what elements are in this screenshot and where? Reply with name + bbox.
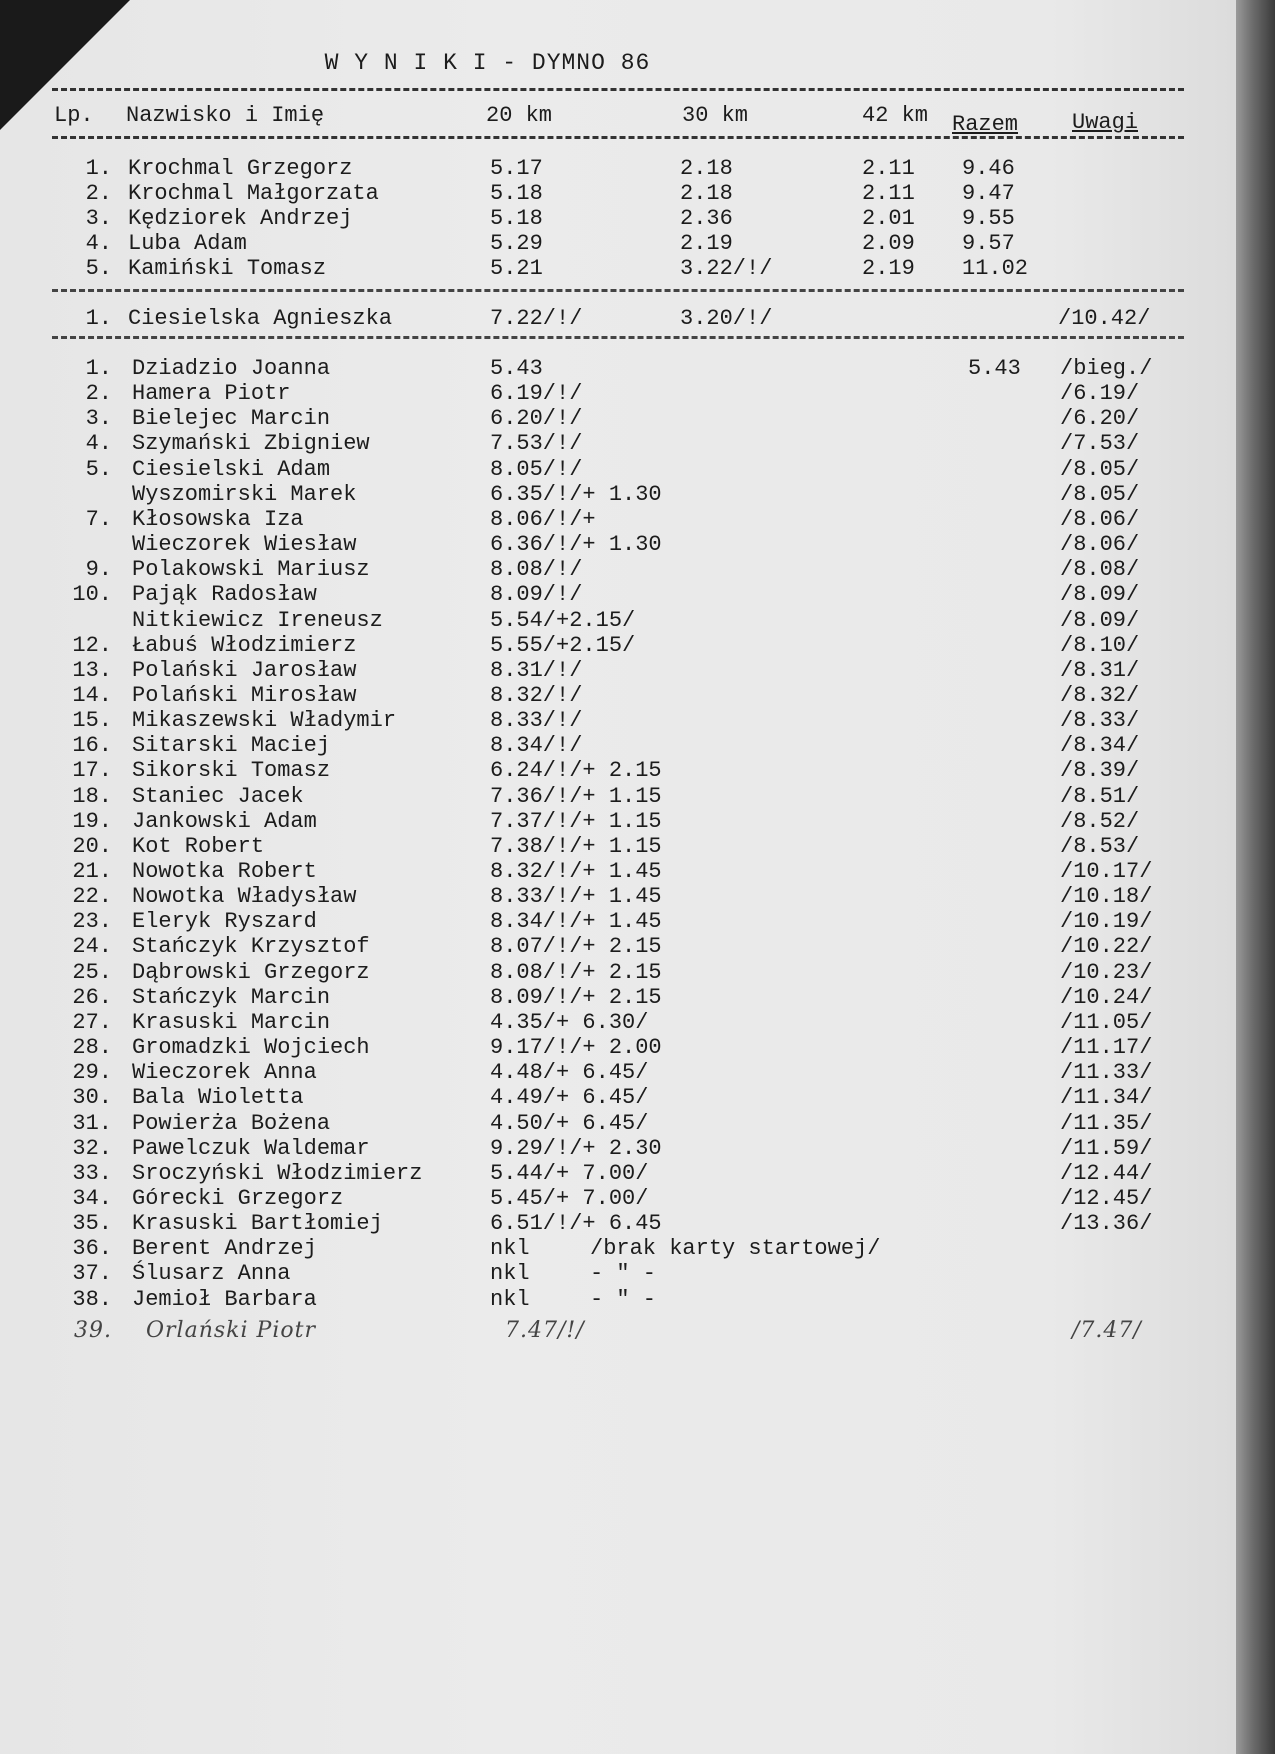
- row-lp: 20.: [72, 833, 112, 859]
- row-30km: 2.36: [680, 206, 733, 231]
- row-name: Ciesielski Adam: [132, 456, 331, 482]
- row-notes: /11.05/: [1060, 1009, 1153, 1035]
- row-lp: 34.: [72, 1185, 112, 1211]
- row-20km: 8.33/!/: [490, 708, 583, 734]
- row-20km: 5.43: [490, 356, 543, 381]
- row-name: Sikorski Tomasz: [132, 758, 331, 784]
- row-notes: /8.34/: [1060, 733, 1140, 759]
- row-name: Górecki Grzegorz: [132, 1185, 344, 1211]
- row-42km: 2.09: [862, 231, 915, 256]
- header-total: Razem: [952, 112, 1019, 137]
- header-30km: 30 km: [682, 103, 749, 128]
- row-name: Nowotka Władysław: [132, 884, 357, 910]
- row-name: Krasuski Bartłomiej: [132, 1211, 383, 1237]
- row-notes: /8.09/: [1060, 607, 1140, 633]
- row-notes: /11.17/: [1060, 1035, 1153, 1061]
- row-lp: 31.: [72, 1110, 112, 1136]
- row-lp: 26.: [72, 984, 112, 1010]
- row-notes: /6.19/: [1060, 381, 1140, 407]
- row-notes: /13.36/: [1060, 1211, 1153, 1237]
- row-notes: /11.34/: [1060, 1085, 1153, 1111]
- row-name: Orlański Piotr: [146, 1318, 316, 1343]
- row-20km: 8.08/!/+ 2.15: [490, 959, 662, 985]
- row-lp: 3.: [85, 206, 112, 231]
- row-20km: 5.18: [490, 206, 543, 231]
- row-lp: 4.: [85, 231, 112, 256]
- header-notes: Uwagi: [1072, 110, 1139, 135]
- row-total: 5.43: [968, 356, 1021, 381]
- row-notes: /7.53/: [1060, 431, 1140, 457]
- page-title: W Y N I K I - DYMNO 86: [324, 50, 651, 76]
- row-20km: 6.19/!/: [490, 381, 583, 407]
- row-lp: 9.: [85, 557, 112, 583]
- header-rule-top: [52, 88, 1184, 91]
- row-name: Nitkiewicz Ireneusz: [132, 607, 383, 633]
- row-name: Sitarski Maciej: [132, 733, 331, 759]
- row-name: Eleryk Ryszard: [132, 909, 317, 935]
- row-notes: /8.32/: [1060, 682, 1140, 708]
- row-name: Jemioł Barbara: [132, 1286, 317, 1312]
- row-20km: 8.06/!/+: [490, 506, 596, 532]
- row-20km: 6.24/!/+ 2.15: [490, 758, 662, 784]
- row-20km: 8.09/!/: [490, 582, 583, 608]
- row-20km: 8.34/!/: [490, 733, 583, 759]
- row-name: Jankowski Adam: [132, 808, 317, 834]
- row-lp: 39.: [74, 1318, 112, 1343]
- row-30km: 3.20/!/: [680, 306, 773, 331]
- row-notes: /8.06/: [1060, 506, 1140, 532]
- row-30km: 2.19: [680, 231, 733, 256]
- row-name: Krasuski Marcin: [132, 1009, 331, 1035]
- row-name: Polakowski Mariusz: [132, 557, 370, 583]
- row-42km: 2.01: [862, 206, 915, 231]
- row-lp: 36.: [72, 1236, 112, 1262]
- row-20km: 4.49/+ 6.45/: [490, 1085, 649, 1111]
- row-name: Sroczyński Włodzimierz: [132, 1160, 423, 1186]
- header-rule-bottom: [52, 136, 1184, 139]
- row-lp: 4.: [85, 431, 112, 457]
- row-name: Krochmal Grzegorz: [128, 156, 353, 181]
- row-lp: 13.: [72, 657, 112, 683]
- row-20km: 8.32/!/: [490, 682, 583, 708]
- row-name: Polański Jarosław: [132, 657, 357, 683]
- row-20km: 6.36/!/+ 1.30: [490, 532, 662, 558]
- row-20km: 8.07/!/+ 2.15: [490, 934, 662, 960]
- row-name: Kłosowska Iza: [132, 506, 304, 532]
- row-20km: 5.45/+ 7.00/: [490, 1185, 649, 1211]
- row-lp: 12.: [72, 632, 112, 658]
- header-name: Nazwisko i Imię: [126, 103, 325, 128]
- row-name: Gromadzki Wojciech: [132, 1035, 370, 1061]
- row-20km: nkl: [490, 1261, 530, 1287]
- row-20km: 6.51/!/+ 6.45: [490, 1211, 662, 1237]
- row-notes: /10.42/: [1058, 306, 1151, 331]
- row-20km: 5.21: [490, 256, 543, 281]
- row-name: Łabuś Włodzimierz: [132, 632, 357, 658]
- row-20km: 7.53/!/: [490, 431, 583, 457]
- row-20km: 7.37/!/+ 1.15: [490, 808, 662, 834]
- row-notes: /8.06/: [1060, 532, 1140, 558]
- header-42km: 42 km: [862, 103, 929, 128]
- row-42km: 2.11: [862, 181, 915, 206]
- row-notes: /11.35/: [1060, 1110, 1153, 1136]
- row-lp: 22.: [72, 884, 112, 910]
- row-name: Bala Wioletta: [132, 1085, 304, 1111]
- row-lp: 14.: [72, 682, 112, 708]
- row-total: 9.57: [962, 231, 1015, 256]
- row-notes: /6.20/: [1060, 406, 1140, 432]
- row-lp: 37.: [72, 1261, 112, 1287]
- row-name: Pająk Radosław: [132, 582, 317, 608]
- header-lp: Lp.: [54, 103, 94, 128]
- row-lp: 3.: [85, 406, 112, 432]
- row-20km: 7.22/!/: [490, 306, 583, 331]
- row-lp: 2.: [85, 381, 112, 407]
- row-20km: 4.50/+ 6.45/: [490, 1110, 649, 1136]
- row-name: Dziadzio Joanna: [132, 356, 331, 381]
- row-name: Krochmal Małgorzata: [128, 181, 379, 206]
- row-notes: /11.33/: [1060, 1060, 1153, 1086]
- row-total: 9.47: [962, 181, 1015, 206]
- row-20km: 5.29: [490, 231, 543, 256]
- row-30km: - " -: [590, 1286, 657, 1312]
- row-20km: nkl: [490, 1286, 530, 1312]
- row-notes: /12.45/: [1060, 1185, 1153, 1211]
- row-20km: 7.38/!/+ 1.15: [490, 833, 662, 859]
- row-name: Pawelczuk Waldemar: [132, 1135, 370, 1161]
- scan-edge: [1236, 0, 1275, 1754]
- row-20km: 8.05/!/: [490, 456, 583, 482]
- row-20km: 8.09/!/+ 2.15: [490, 984, 662, 1010]
- row-20km: 7.47/!/: [505, 1318, 585, 1343]
- row-name: Berent Andrzej: [132, 1236, 317, 1262]
- row-name: Nowotka Robert: [132, 859, 317, 884]
- row-lp: 10.: [72, 582, 112, 608]
- row-20km: 4.35/+ 6.30/: [490, 1009, 649, 1035]
- row-name: Wieczorek Anna: [132, 1060, 317, 1086]
- row-notes: /8.51/: [1060, 783, 1140, 809]
- row-name: Stańczyk Marcin: [132, 984, 331, 1010]
- row-name: Ciesielska Agnieszka: [128, 306, 393, 331]
- row-name: Szymański Zbigniew: [132, 431, 370, 457]
- group-separator-2: [52, 336, 1184, 339]
- row-notes: /8.09/: [1060, 582, 1140, 608]
- row-lp: 1.: [85, 356, 112, 381]
- row-notes: /10.19/: [1060, 909, 1153, 935]
- row-lp: 30.: [72, 1085, 112, 1111]
- row-name: Hamera Piotr: [132, 381, 291, 407]
- row-notes: /bieg./: [1060, 356, 1153, 381]
- row-name: Mikaszewski Władymir: [132, 708, 397, 734]
- row-name: Wieczorek Wiesław: [132, 532, 357, 558]
- row-20km: 5.44/+ 7.00/: [490, 1160, 649, 1186]
- row-20km: 8.08/!/: [490, 557, 583, 583]
- row-lp: 32.: [72, 1135, 112, 1161]
- row-total: 9.55: [962, 206, 1015, 231]
- row-lp: 25.: [72, 959, 112, 985]
- row-name: Staniec Jacek: [132, 783, 304, 809]
- row-notes: /10.22/: [1060, 934, 1153, 960]
- row-notes: /7.47/: [1072, 1318, 1142, 1343]
- row-30km: 3.22/!/: [680, 256, 773, 281]
- row-lp: 16.: [72, 733, 112, 759]
- row-30km: 2.18: [680, 181, 733, 206]
- row-lp: 2.: [85, 181, 112, 206]
- row-20km: 5.18: [490, 181, 543, 206]
- row-20km: 5.17: [490, 156, 543, 181]
- row-lp: 35.: [72, 1211, 112, 1237]
- header-20km: 20 km: [486, 103, 553, 128]
- row-42km: 2.11: [862, 156, 915, 181]
- row-lp: 5.: [85, 456, 112, 482]
- row-total: 11.02: [962, 256, 1029, 281]
- row-name: Luba Adam: [128, 231, 247, 256]
- row-20km: 8.34/!/+ 1.45: [490, 909, 662, 935]
- row-lp: 28.: [72, 1035, 112, 1061]
- row-lp: 1.: [85, 306, 112, 331]
- row-name: Polański Mirosław: [132, 682, 357, 708]
- group-separator-1: [52, 289, 1184, 292]
- row-notes: /8.53/: [1060, 833, 1140, 859]
- row-20km: 6.20/!/: [490, 406, 583, 432]
- row-30km: 2.18: [680, 156, 733, 181]
- row-name: Kot Robert: [132, 833, 265, 859]
- row-lp: 38.: [72, 1286, 112, 1312]
- row-lp: 1.: [85, 156, 112, 181]
- row-lp: 33.: [72, 1160, 112, 1186]
- row-20km: 8.31/!/: [490, 657, 583, 683]
- row-20km: 6.35/!/+ 1.30: [490, 481, 662, 507]
- row-name: Wyszomirski Marek: [132, 481, 357, 507]
- row-lp: 19.: [72, 808, 112, 834]
- row-name: Powierża Bożena: [132, 1110, 331, 1136]
- row-name: Kędziorek Andrzej: [128, 206, 353, 231]
- row-notes: /10.24/: [1060, 984, 1153, 1010]
- row-lp: 27.: [72, 1009, 112, 1035]
- row-name: Bielejec Marcin: [132, 406, 331, 432]
- row-name: Ślusarz Anna: [132, 1261, 291, 1287]
- row-name: Dąbrowski Grzegorz: [132, 959, 370, 985]
- row-lp: 24.: [72, 934, 112, 960]
- row-lp: 18.: [72, 783, 112, 809]
- row-notes: /10.23/: [1060, 959, 1153, 985]
- row-notes: /12.44/: [1060, 1160, 1153, 1186]
- row-30km: - " -: [590, 1261, 657, 1287]
- row-name: Stańczyk Krzysztof: [132, 934, 370, 960]
- row-lp: 29.: [72, 1060, 112, 1086]
- row-20km: 7.36/!/+ 1.15: [490, 783, 662, 809]
- row-20km: 4.48/+ 6.45/: [490, 1060, 649, 1086]
- row-42km: 2.19: [862, 256, 915, 281]
- row-name: Kamiński Tomasz: [128, 256, 327, 281]
- row-20km: 8.33/!/+ 1.45: [490, 884, 662, 910]
- row-lp: 5.: [85, 256, 112, 281]
- row-lp: 7.: [85, 506, 112, 532]
- row-notes: /8.08/: [1060, 557, 1140, 583]
- row-notes: /11.59/: [1060, 1135, 1153, 1161]
- row-notes: /8.39/: [1060, 758, 1140, 784]
- row-notes: /8.31/: [1060, 657, 1140, 683]
- row-notes: /8.05/: [1060, 456, 1140, 482]
- row-20km: 5.55/+2.15/: [490, 632, 636, 658]
- row-lp: 17.: [72, 758, 112, 784]
- row-lp: 21.: [72, 859, 112, 884]
- row-20km: 5.54/+2.15/: [490, 607, 636, 633]
- row-20km: 9.29/!/+ 2.30: [490, 1135, 662, 1161]
- row-lp: 15.: [72, 708, 112, 734]
- row-30km: /brak karty startowej/: [590, 1236, 881, 1262]
- row-lp: 23.: [72, 909, 112, 935]
- row-notes: /8.52/: [1060, 808, 1140, 834]
- row-notes: /10.17/: [1060, 859, 1153, 884]
- row-notes: /8.05/: [1060, 481, 1140, 507]
- row-20km: 9.17/!/+ 2.00: [490, 1035, 662, 1061]
- row-20km: nkl: [490, 1236, 530, 1262]
- row-total: 9.46: [962, 156, 1015, 181]
- row-notes: /10.18/: [1060, 884, 1153, 910]
- row-20km: 8.32/!/+ 1.45: [490, 859, 662, 884]
- row-notes: /8.33/: [1060, 708, 1140, 734]
- row-notes: /8.10/: [1060, 632, 1140, 658]
